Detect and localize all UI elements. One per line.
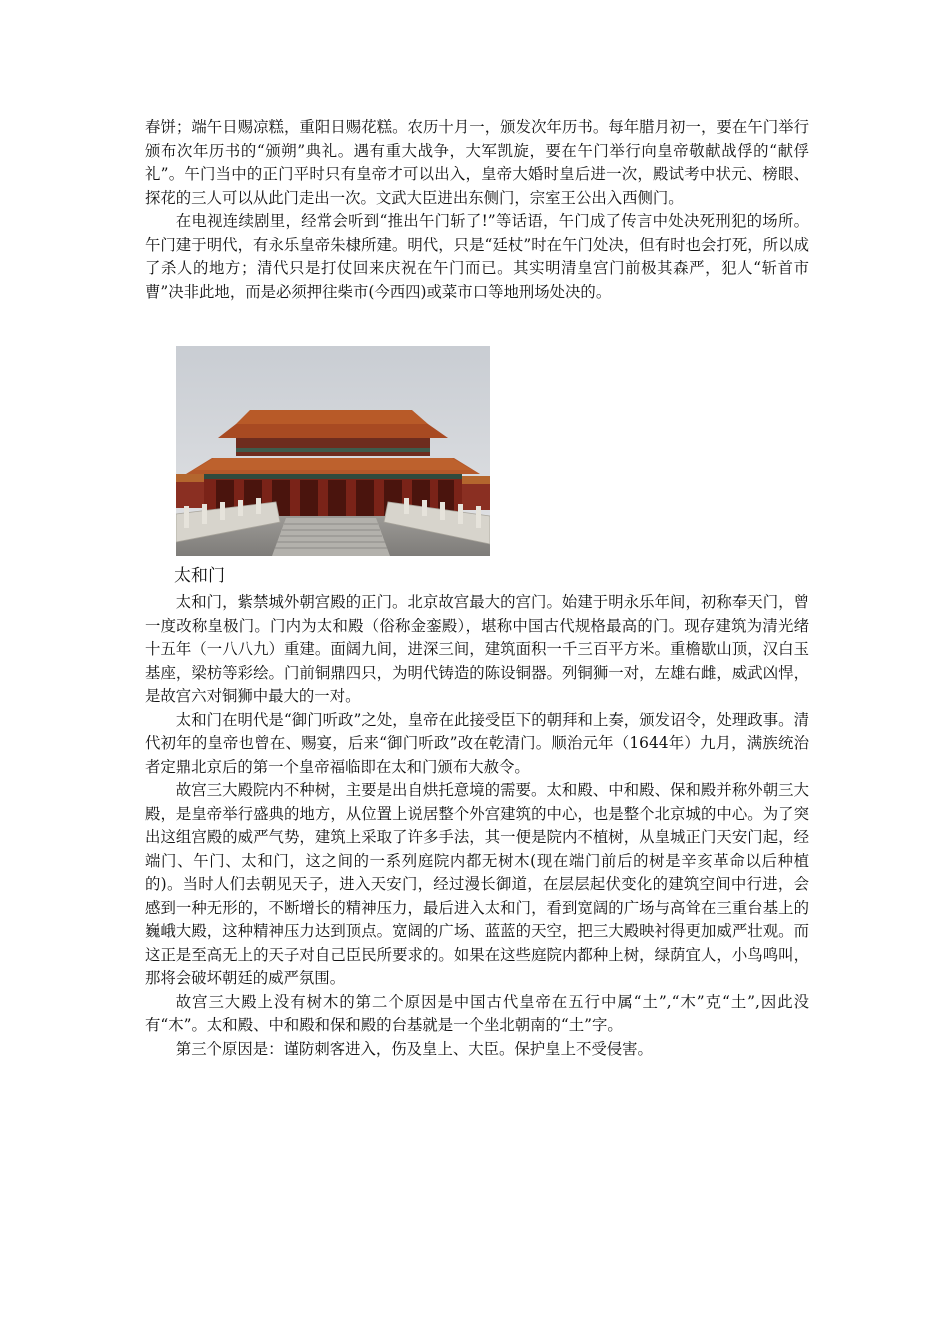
paragraph-intro-1: 春饼；端午日赐凉糕，重阳日赐花糕。农历十月一，颁发次年历书。每年腊月初一，要在午门举行颁布次年历书的“颁朔”典礼。遇有重大战争，大军凯旋，要在午门举行向皇帝敬献战俘的“献俘礼”。午门当中的正门平时只有皇帝才可以出入，皇帝大婚时皇后进一次，殿试考中状元、榜眼、探花的三人可以从此门走出一次。文武大臣进出东侧门，宗室王公出入西侧门。	[145, 118, 809, 207]
paragraph-body-1: 太和门，紫禁城外朝宫殿的正门。北京故宫最大的宫门。始建于明永乐年间，初称奉天门，曾一度改称皇极门。门内为太和殿（俗称金銮殿），堪称中国古代规格最高的门。现存建筑为清光绪十五年（一八八九）重建。面阔九间，进深三间，建筑面积一千三百平方米。重檐歇山顶，汉白玉基座，梁枋等彩绘。门前铜鼎四只，为明代铸造的陈设铜器。列铜狮一对，左雄右雌，威武凶悍，是故宫六对铜狮中最大的一对。	[145, 593, 809, 705]
paragraph-body-3: 故宫三大殿院内不种树，主要是出自烘托意境的需要。太和殿、中和殿、保和殿并称外朝三大殿，是皇帝举行盛典的地方，从位置上说居整个外宫建筑的中心，也是整个北京城的中心。为了突出这组宫殿的威严气势，建筑上采取了许多手法，其一便是院内不植树，从皇城正门天安门起，经端门、午门、太和门，这之间的一系列庭院内都无树木(现在端门前后的树是辛亥革命以后种植的)。当时人们去朝见天子，进入天安门，经过漫长御道，在层层起伏变化的建筑空间中行进，会感到一种无形的，不断增长的精神压力，最后进入太和门，看到宽阔的广场与高耸在三重台基上的巍峨大殿，这种精神压力达到顶点。宽阔的广场、蓝蓝的天空，把三大殿映衬得更加威严壮观。而这正是至高无上的天子对自己臣民所要求的。如果在这些庭院内都种上树，绿荫宜人，小鸟鸣叫，那将会破坏朝廷的威严氛围。	[145, 781, 809, 987]
paragraph-body-2: 太和门在明代是“御门听政”之处，皇帝在此接受臣下的朝拜和上奏，颁发诏令，处理政事。清代初年的皇帝也曾在、赐宴，后来“御门听政”改在乾清门。顺治元年（1644年）九月，满族统治者定鼎北京后的第一个皇帝福临即在太和门颁布大赦令。	[145, 710, 809, 776]
paragraph-body-4: 故宫三大殿上没有树木的第二个原因是中国古代皇帝在五行中属“土”,“木”克“土”,因此没有“木”。太和殿、中和殿和保和殿的台基就是一个坐北朝南的“土”字。	[145, 992, 809, 1034]
body-text	[145, 591, 809, 1061]
taihe-gate-photo	[176, 346, 490, 556]
intro-text	[145, 116, 809, 304]
paragraph-intro-2: 在电视连续剧里，经常会听到“推出午门斩了!”等话语，午门成了传言中处决死刑犯的场所。午门建于明代，有永乐皇帝朱棣所建。明代，只是“廷杖”时在午门处决，但有时也会打死，所以成了杀人的地方；清代只是打仗回来庆祝在午门而已。其实明清皇宫门前极其森严，犯人“斩首市曹”决非此地，而是必须押往柴市(今西四)或菜市口等地刑场处决的。	[145, 212, 809, 301]
paragraph-body-5: 第三个原因是：谨防刺客进入，伤及皇上、大臣。保护皇上不受侵害。	[175, 1039, 653, 1058]
figure-caption: 太和门	[174, 566, 225, 586]
